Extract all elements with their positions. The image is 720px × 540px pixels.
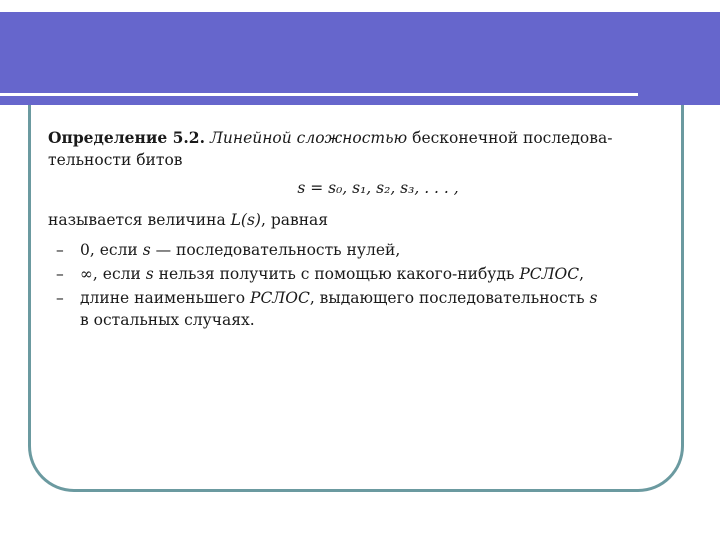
item-line-2: в остальных случаях. [80,311,255,329]
named-end: , равная [260,211,329,229]
definition-intro-line2: тельности битов [48,151,183,169]
item-text-2: , выдающего последовательность [309,289,590,307]
definition-intro: бесконечной последова- [407,129,613,147]
item-math: РСЛОС [250,289,310,307]
item-math: s [142,241,151,259]
header-notch [638,93,720,105]
item-math-2: РСЛОС [519,265,580,283]
item-text: 0, если [80,241,143,259]
named-text: называется величина [48,211,231,229]
named-paragraph [48,209,668,231]
item-math-2: s [589,289,598,307]
dash-marker: – [56,289,64,307]
cases-list [48,239,668,331]
named-math: L(s) [230,211,261,229]
dash-marker: – [56,241,64,259]
list-item [48,287,668,331]
slide-content [48,127,668,333]
list-item [48,263,668,285]
item-text: ∞, если [80,265,146,283]
sequence-formula: s = s₀, s₁, s₂, s₃, . . . , [297,179,459,197]
item-text: длине наименьшего [80,289,251,307]
header-divider [0,93,638,96]
item-text-2: нельзя получить с помощью какого-нибудь [153,265,520,283]
dash-marker: – [56,265,64,283]
header-band [0,12,720,105]
definition-label: Определение 5.2. [48,128,205,147]
definition-paragraph [48,127,668,171]
item-math: s [145,265,154,283]
item-text-3: , [579,265,585,283]
item-text-2: — последовательность нулей, [150,241,401,259]
definition-term: Линейной сложностью [209,129,408,147]
list-item [48,239,668,261]
